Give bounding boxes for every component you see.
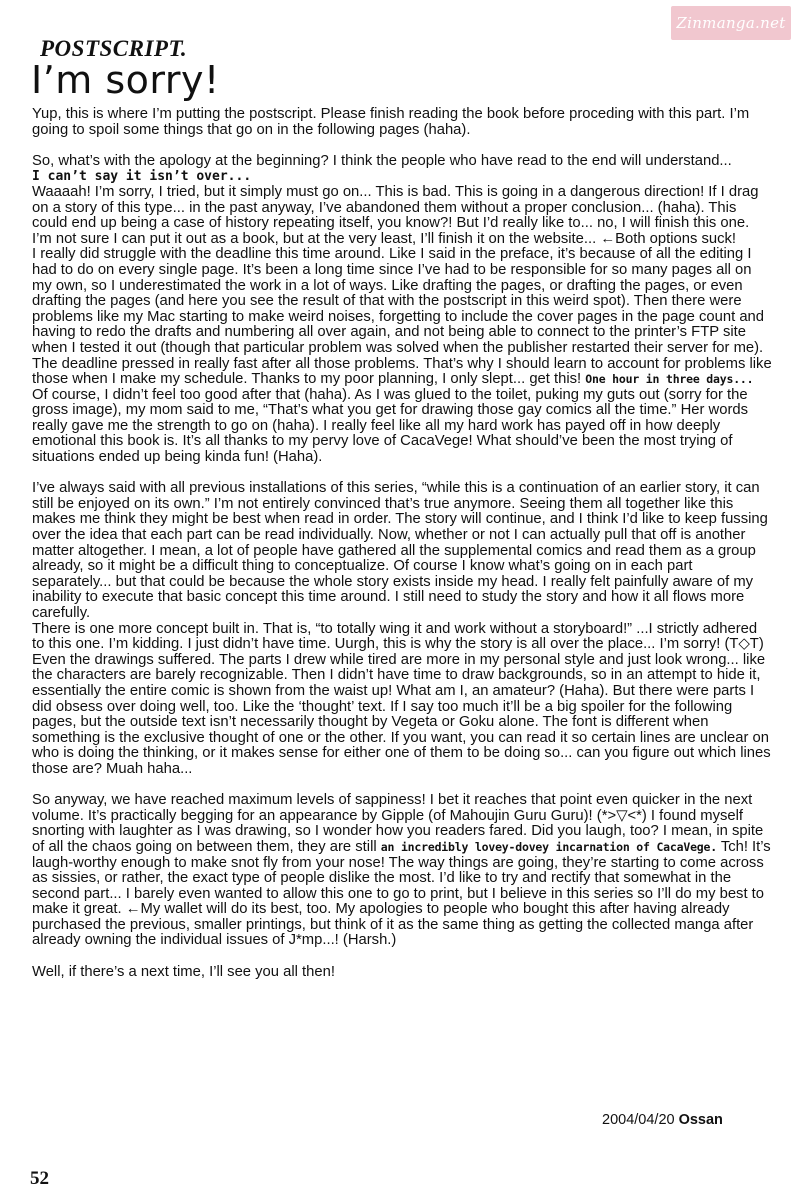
postscript-body (32, 107, 772, 996)
site-watermark (671, 6, 791, 40)
paragraph-apology: So, what’s with the apology at the beginning? I think the people who have read to the end will understand... (32, 152, 732, 169)
sappiness-text-b: Tch! It’s laugh-worthy enough to make snot fly from your nose! The way things are going, they’re starting to come across as sissies, or rather, the exact type of people dislike the most. I’d like to try and rectify that somewhat in the second part... I barely even wanted to allow this one to go to print, but I believe in this series so I’ll do my best to make it great. ←My wallet will do its best, too. My apologies to people who bought this after having already purchased the previous, smaller printings, but think of it as the same thing as getting the collected manga after already owning the individual issues of J*mp...! (Harsh.) (32, 838, 771, 949)
signature-date: 2004/04/20 (602, 1112, 675, 1128)
handwritten-note-sleep: One hour in three days... (585, 372, 754, 387)
page-title: I’m sorry! (31, 58, 220, 102)
paragraph-concept: There is one more concept built in. That is, “to totally wing it and work without a storyboard!” ...I strictly adhered to this one. I’m kidding. I just didn’t have time. Uurgh, this is why the story is all over the place... I’m sorry! (T◇T) Even the drawings suffered. The parts I drew while tired are more in my personal style and just look wrong... like the characters are barely recognizable. Then I didn’t have time to draw backgrounds, so in an attempt to hide it, essentially the entire comic is shown from the waist up! What am I, an amateur? (Haha). But there were parts I did obsess over doing well, too. Like the ‘thought’ text. If I say too much it’ll be a big spoiler for the following pages, but the outside text isn’t necessarily thought by Vegeta or Goku alone. The font is different when something is the exclusive thought of one or the other. If you want, you can read it so certain lines are unclear on who is doing the thinking, or it makes sense for either one of them to be doing so... can you figure out which lines those are? Muah haha... (32, 620, 771, 777)
watermark-text: Zinmanga.net (676, 14, 786, 32)
paragraph-series: I’ve always said with all previous installations of this series, “while this is a continuation of an earlier story, it can still be enjoyed on its own.” I’m not entirely convinced that’s true anymore. Seeing them all together like this makes me think they might be best when read in order. The story will continue, and I think I’d like to keep fussing over the idea that each part can be read individually. Now, whether or not I can actually pull that off is another matter altogether. I mean, a lot of people have gathered all the supplemental comics and read them as a group already, so it might be a difficult thing to conceptualize. Of course I know what’s going on in each part separately... but that could be because the whole story exists inside my head. I really felt painfully aware of my inability to execute that basic concept this time around. I still need to study the story and how it all flows more carefully. (32, 480, 768, 621)
signature (602, 1112, 723, 1128)
paragraph-sappiness (32, 793, 772, 949)
paragraph-deadline (32, 247, 772, 465)
paragraph-intro: Yup, this is where I’m putting the postscript. Please finish reading the book before proceding with this part. I’m going to spoil some things that go on in the following pages (haha). (32, 106, 750, 138)
signature-author: Ossan (678, 1112, 723, 1128)
postscript-label: POSTSCRIPT. (40, 36, 188, 61)
handwritten-heading: I can’t say it isn’t over... (32, 169, 252, 185)
paragraph-closing: Well, if there’s a next time, I’ll see you all then! (32, 963, 335, 980)
deadline-text-a: I really did struggle with the deadline this time around. Like I said in the preface, it’s because of all the editing I had to do on every single page. It’s been a long time since I’ve had to be responsible for so many pages all on my own, so I underestimated the work in a lot of ways. Like drafting the pages, or drafting the pages, or even drafting the pages (and here you see the result of that with the postscript in this weird spot). Then there were problems like my Mac starting to make weird noises, forgetting to include the cover pages in the page count and having to redo the drafts and numbering all over again, and not being able to connect to the printer’s FTP site when I tested it out (though that particular problem was solved when the publisher restarted their server for me). The deadline pressed in really fast after all those problems. That’s why I should learn to account for problems like those when I make my schedule. Thanks to my poor planning, I only slept... get this! (32, 246, 772, 388)
sappiness-text-a: So anyway, we have reached maximum levels of sappiness! I bet it reaches that point even quicker in the next volume. It’s practically begging for an appearance by Gipple (of Mahoujin Guru Guru)! (*>▽<*) I found myself snorting with laughter as I was drawing, so I wonder how you readers fared. Did you laugh, too? I mean, in spite of all the chaos going on between them, they are still (32, 792, 764, 855)
paragraph-continuation: Waaaah! I’m sorry, I tried, but it simply must go on... This is bad. This is going in a dangerous direction! If I drag on a story of this type... in the past anyway, I’ve abandoned them without a proper conclusion... (haha). This could end up being a case of history repeating itself, you know?! But I’d really like to... no, I will finish this one. I’m not sure I can put it out as a book, but at the very least, I’ll finish it on the website... ←Both options suck! (32, 183, 759, 247)
deadline-text-b: Of course, I didn’t feel too good after that (haha). As I was glued to the toilet, puking my guts out (sorry for the gross image), my mom said to me, “That’s what you get for drawing those gay comics all the time.” Her words really gave me the strength to go on (haha). I really feel like all my hard work has payed off in how deeply emotional this book is. It’s all thanks to my pervy love of CacaVege! What should’ve been the most trying of situations ended up being kinda fun! (Haha). (32, 386, 748, 466)
page-number: 52 (30, 1168, 49, 1189)
handwritten-note-cacavege: an incredibly lovey-dovey incarnation of CacaVege. (380, 839, 717, 854)
